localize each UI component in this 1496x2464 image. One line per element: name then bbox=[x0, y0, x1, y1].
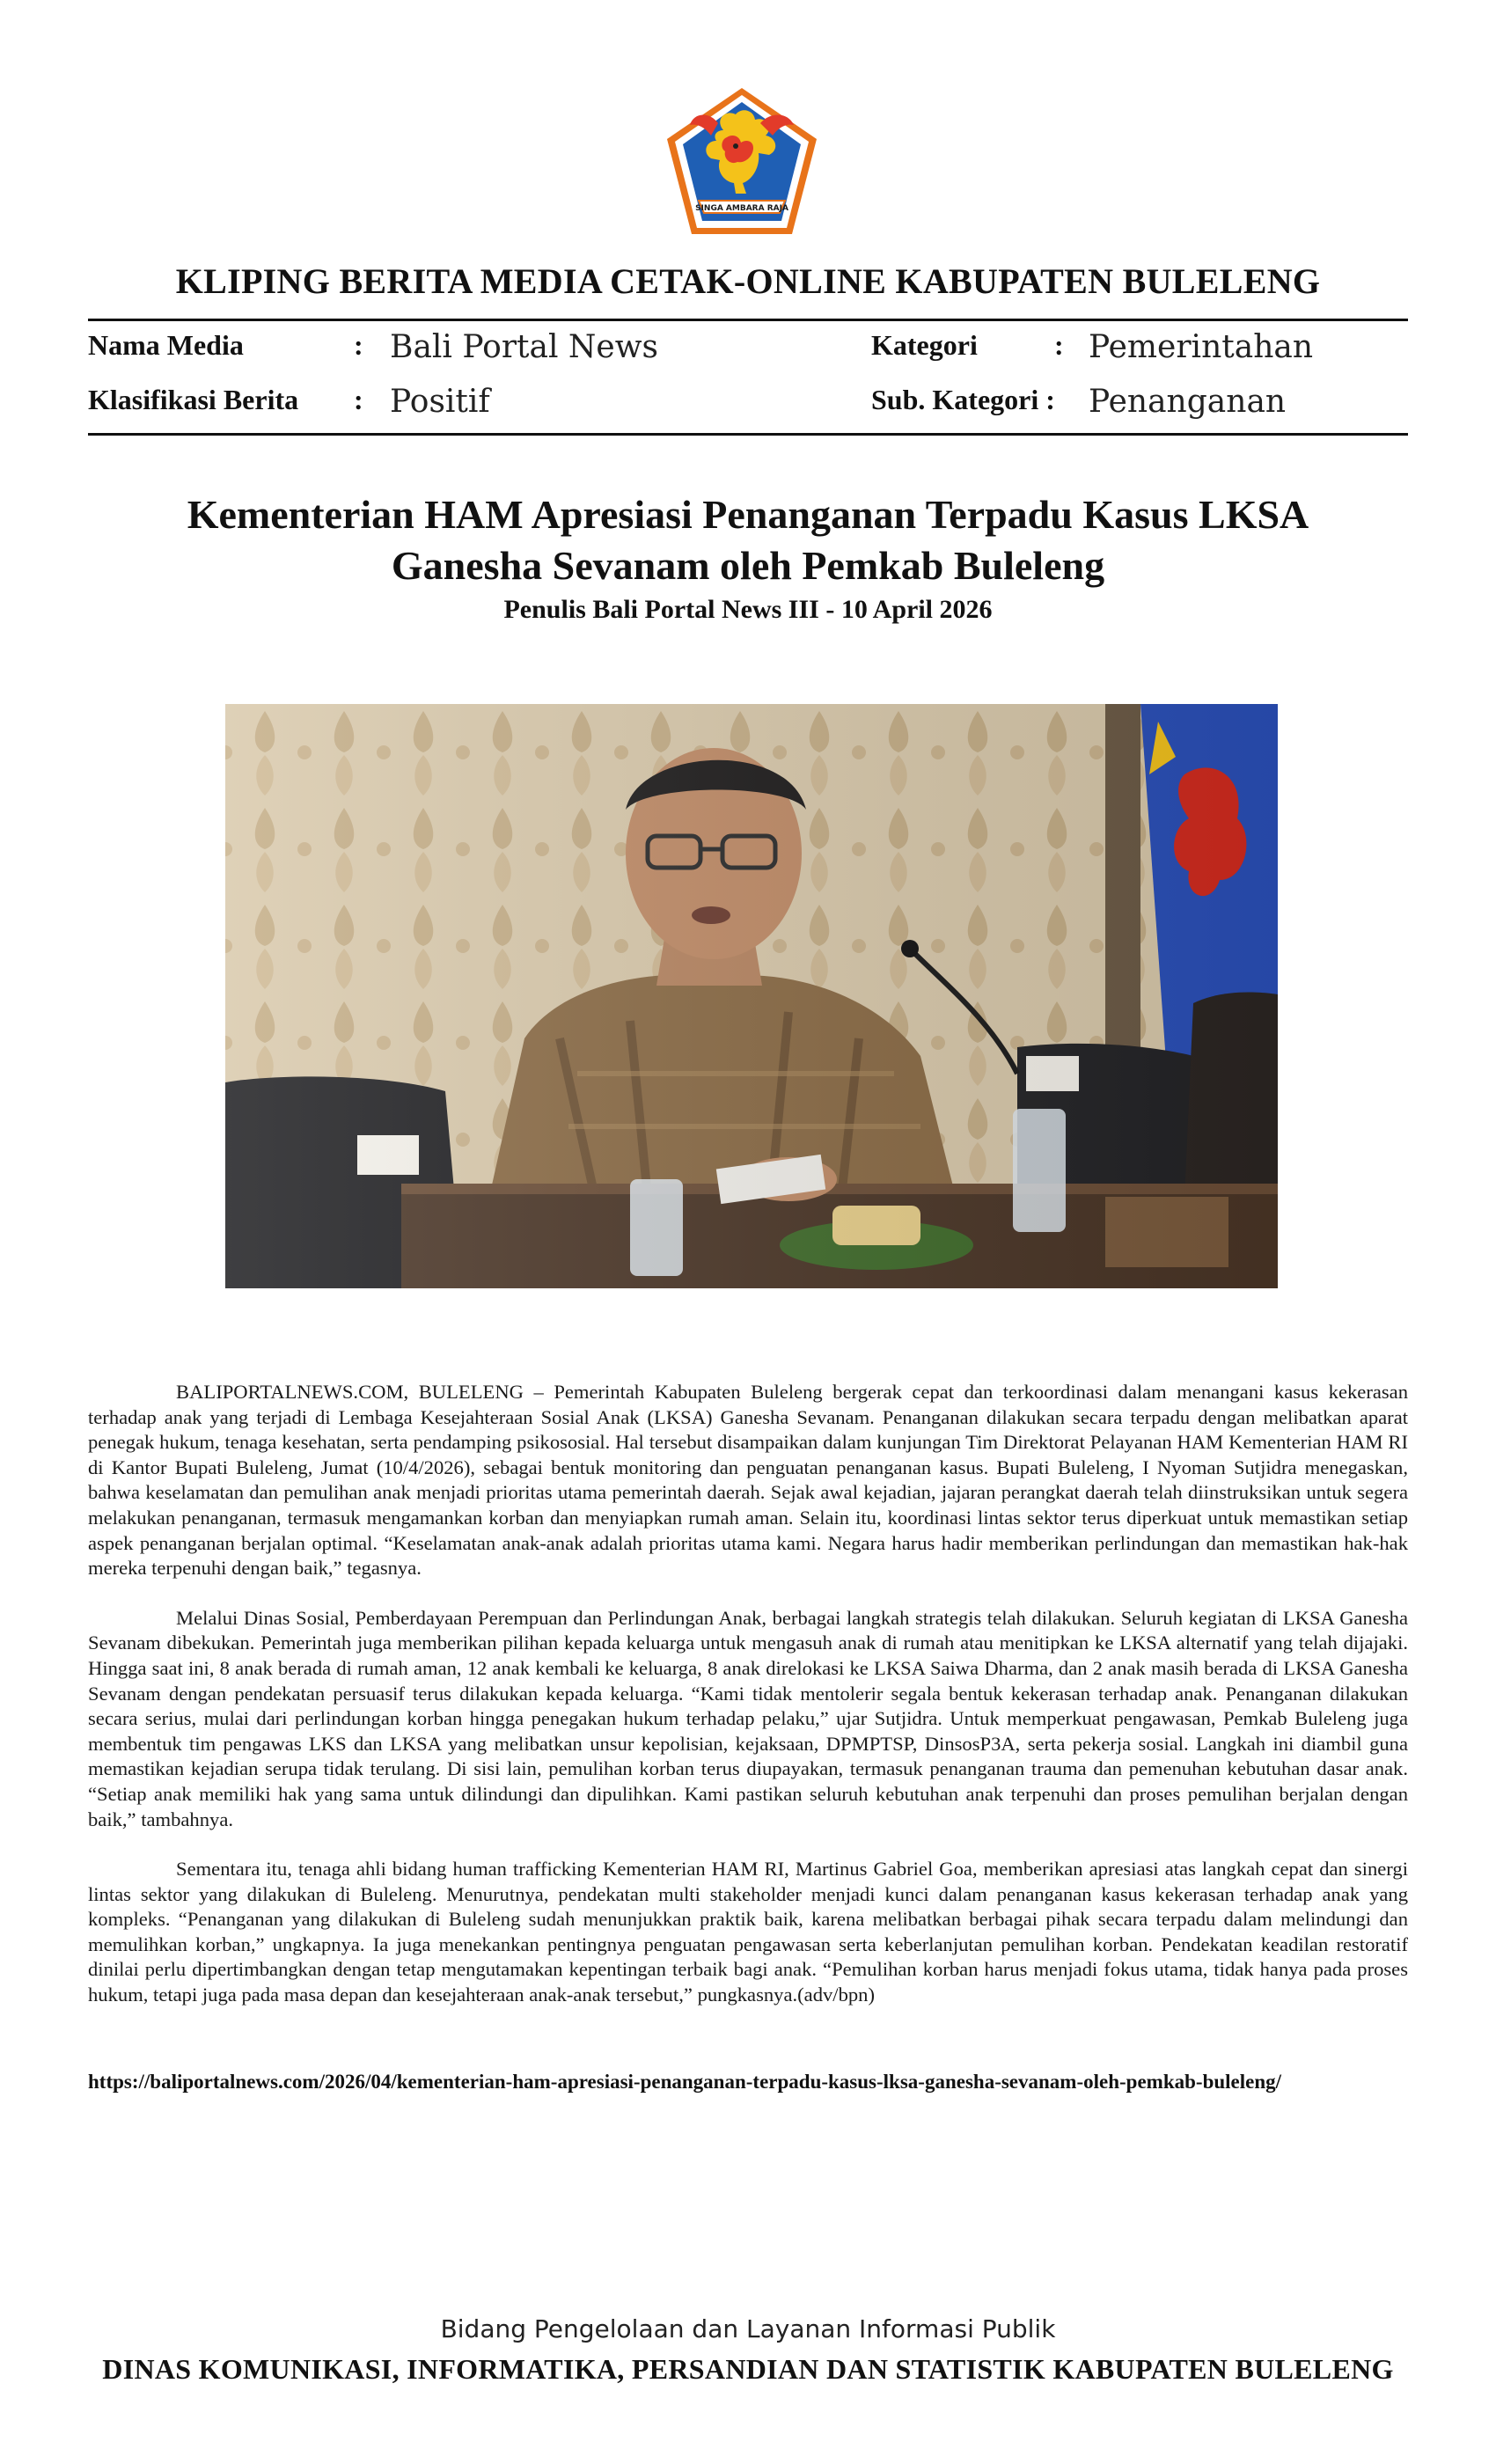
nama-media-label: Nama Media bbox=[88, 329, 244, 361]
article-photo bbox=[225, 704, 1278, 1288]
sub-kategori-value: Penanganan bbox=[1089, 384, 1287, 420]
divider-bottom bbox=[88, 433, 1408, 436]
kategori-label: Kategori bbox=[871, 329, 978, 361]
article-headline bbox=[123, 489, 1373, 591]
article-body bbox=[88, 1380, 1408, 2033]
divider-top bbox=[88, 319, 1408, 321]
klasifikasi-value: Positif bbox=[390, 384, 490, 420]
buleleng-regency-logo bbox=[662, 84, 822, 239]
logo-emblem bbox=[662, 84, 822, 239]
kategori-colon: : bbox=[1054, 329, 1064, 361]
article-paragraph-3: Sementara itu, tenaga ahli bidang human trafficking Kementerian HAM RI, Martinus Gabriel Goa, memberikan apresiasi atas langkah cepat dan sinergi lintas sektor yang dilakukan di Buleleng. Menurutnya, pendekatan multi stakeholder menjadi kunci dalam penanganan kasus kekerasan terhadap anak yang kompleks. “Penanganan yang dilakukan di Buleleng sudah menunjukkan praktik baik, karena melibatkan berbagai pihak secara terpadu dalam melindungi dan memulihkan korban,” ungkapnya. Ia juga menekankan pentingnya penguatan pengawasan serta keberlanjutan pemulihan korban. Pendekatan keadilan restoratif dinilai perlu dipertimbangkan dengan tetap mengutamakan kepentingan terbaik bagi anak. “Pemulihan korban harus menjadi fokus utama, tidak hanya pada proses hukum, tetapi juga pada masa depan dan kesejahteraan anak-anak tersebut,” pungkasnya.(adv/bpn) bbox=[88, 1858, 1408, 2006]
article-paragraph-1: BALIPORTALNEWS.COM, BULELENG – Pemerintah Kabupaten Buleleng bergerak cepat dan terkoordinasi dalam menangani kasus kekerasan terhadap anak yang terjadi di Lembaga Kesejahteraan Sosial Anak (LKSA) Ganesha Sevanam. Penanganan dilakukan secara terpadu dengan melibatkan aparat penegak hukum, tenaga kesehatan, serta pendamping psikososial. Hal tersebut disampaikan dalam kunjungan Tim Direktorat Pelayanan HAM Kementerian HAM RI di Kantor Bupati Buleleng, Jumat (10/4/2026), sebagai bentuk monitoring dan penguatan penanganan kasus. Bupati Buleleng, I Nyoman Sutjidra menegaskan, bahwa keselamatan dan pemulihan anak menjadi prioritas utama pemerintah daerah. Sejak awal kejadian, jajaran perangkat daerah telah diinstruksikan untuk segera melakukan penanganan, termasuk mengamankan korban dan menyiapkan rumah aman. Selain itu, koordinasi lintas sektor terus diperkuat untuk memastikan setiap aspek penanganan berjalan optimal. “Keselamatan anak-anak adalah prioritas utama kami. Negara harus hadir memberikan perlindungan dan memastikan hak-hak mereka terpenuhi dengan baik,” tegasnya. bbox=[88, 1381, 1408, 1580]
klasifikasi-colon: : bbox=[354, 384, 363, 415]
sub-kategori-label: Sub. Kategori : bbox=[871, 384, 1055, 415]
footer-agency: DINAS KOMUNIKASI, INFORMATIKA, PERSANDIAN DAN STATISTIK KABUPATEN BULELENG bbox=[102, 2353, 1394, 2385]
headline-line-1: Kementerian HAM Apresiasi Penanganan Terpadu Kasus LKSA bbox=[187, 492, 1309, 537]
footer-department: Bidang Pengelolaan dan Layanan Informasi Publik bbox=[440, 2314, 1056, 2343]
kategori-value: Pemerintahan bbox=[1089, 329, 1314, 365]
headline-line-2: Ganesha Sevanam oleh Pemkab Buleleng bbox=[391, 543, 1105, 588]
logo-motto: SINGA AMBARA RAJA bbox=[695, 204, 788, 213]
photo-illustration bbox=[225, 704, 1278, 1288]
source-link[interactable]: https://baliportalnews.com/2026/04/kementerian-ham-apresiasi-penanganan-terpadu-kasus-lksa-ganesha-sevanam-oleh-pemkab-buleleng/ bbox=[88, 2071, 1282, 2093]
article-paragraph-2: Melalui Dinas Sosial, Pemberdayaan Perempuan dan Perlindungan Anak, berbagai langkah strategis telah dilakukan. Seluruh kegiatan di LKSA Ganesha Sevanam dibekukan. Pemerintah juga memberikan pilihan kepada keluarga untuk mengasuh anak di rumah atau menitipkan ke LKSA alternatif yang telah dijajaki. Hingga saat ini, 8 anak berada di rumah aman, 12 anak kembali ke keluarga, 8 anak direlokasi ke LKSA Saiwa Dharma, dan 2 anak masih berada di LKSA Ganesha Sevanam dengan pendekatan persuasif terus dilakukan kepada keluarga. “Kami tidak mentolerir segala bentuk kekerasan terhadap anak. Penanganan dilakukan secara serius, mulai dari perlindungan korban hingga penegakan hukum terhadap pelaku,” ujar Sutjidra. Untuk memperkuat pengawasan, Pemkab Buleleng juga membentuk tim pengawas LKS dan LKSA yang melibatkan unsur kepolisian, kejaksaan, DPMPTSP, DinsosP3A, serta pekerja sosial. Langkah ini diambil guna memastikan kejadian serupa tidak terulang. Di sisi lain, pemulihan korban terus diupayakan, termasuk penanganan trauma dan pemenuhan kebutuhan dasar anak. “Setiap anak memiliki hak yang sama untuk dilindungi dan dipulihkan. Kami pastikan seluruh kebutuhan anak terpenuhi dan proses pemulihan berjalan dengan baik,” tambahnya. bbox=[88, 1606, 1408, 1830]
document-title: KLIPING BERITA MEDIA CETAK-ONLINE KABUPATEN BULELENG bbox=[175, 261, 1321, 301]
nama-media-value: Bali Portal News bbox=[390, 329, 659, 365]
nama-media-colon: : bbox=[354, 329, 363, 361]
article-byline: Penulis Bali Portal News III - 10 April 2026 bbox=[503, 595, 993, 624]
klasifikasi-label: Klasifikasi Berita bbox=[88, 384, 299, 415]
